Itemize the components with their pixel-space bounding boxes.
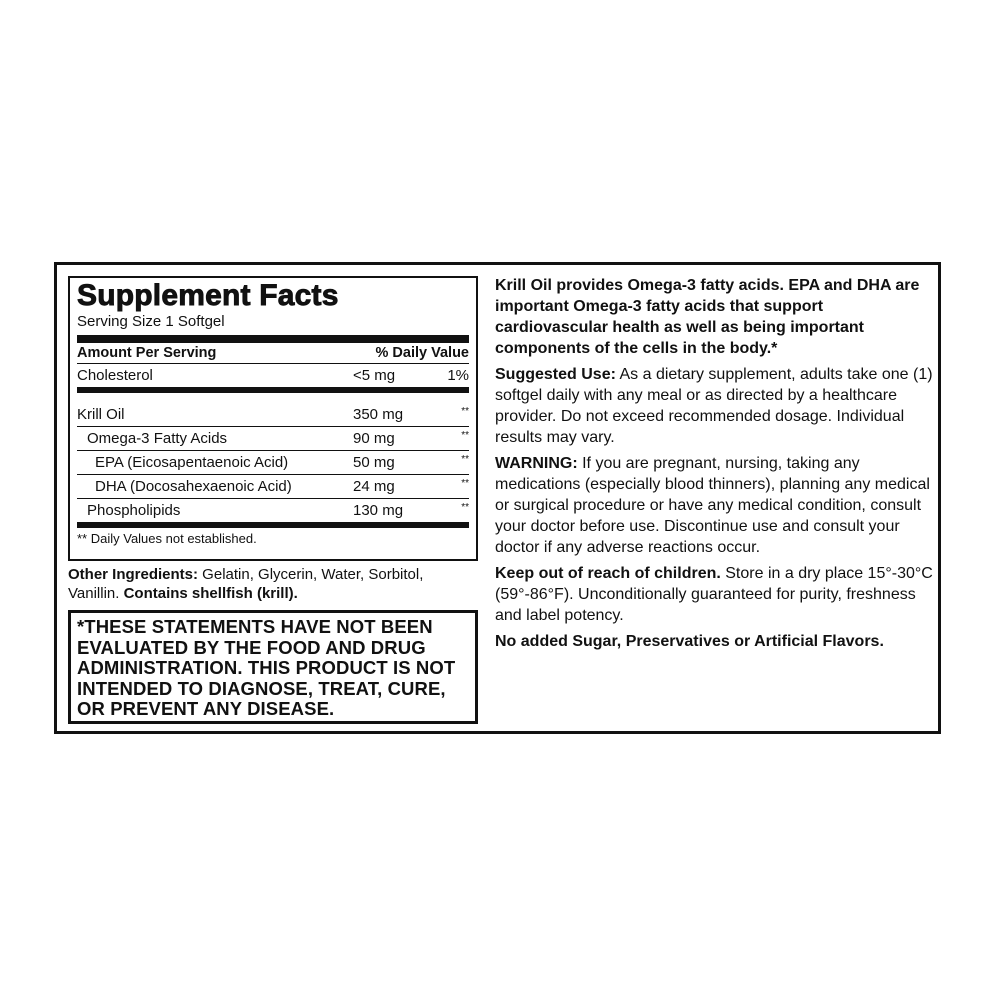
nutrient-daily-value: 1% bbox=[447, 367, 469, 384]
nutrient-amount: 130 mg bbox=[353, 502, 404, 519]
nutrient-name: Omega-3 Fatty Acids bbox=[87, 430, 228, 447]
nutrient-amount: 350 mg bbox=[353, 406, 404, 423]
nutrient-name: Cholesterol bbox=[77, 367, 153, 384]
nutrient-name: Phospholipids bbox=[87, 502, 181, 519]
intro-text: Krill Oil provides Omega-3 fatty acids. EPA and DHA are important Omega-3 fatty acids that support cardiovascular health as well as being important components of the cells in the body.* bbox=[495, 277, 920, 357]
facts-header-row bbox=[77, 343, 469, 364]
serving-size: Serving Size 1 Softgel bbox=[77, 313, 225, 330]
storage-paragraph bbox=[495, 563, 935, 626]
nutrient-row bbox=[77, 475, 469, 499]
warning-text: If you are pregnant, nursing, taking any medications (especially blood thinners), planning any medical or surgical procedure or have any medical condition, consult your doctor before use. Discontinue use and consult your doctor if any adverse reactions occur. bbox=[495, 455, 930, 556]
facts-title: Supplement Facts bbox=[77, 279, 339, 312]
suggested-use-paragraph bbox=[495, 364, 935, 448]
storage-text: Store in a dry place 15°-30°C (59°-86°F). Unconditionally guaranteed for purity, freshness and label potency. bbox=[495, 565, 933, 624]
thick-divider bbox=[77, 335, 469, 343]
row-spacer bbox=[77, 393, 469, 403]
suggested-use-label: Suggested Use: bbox=[495, 366, 616, 383]
nutrient-daily-value: ** bbox=[461, 502, 469, 513]
nutrient-daily-value: ** bbox=[461, 430, 469, 441]
nutrient-name: Krill Oil bbox=[77, 406, 125, 423]
other-ingredients bbox=[68, 565, 478, 603]
nutrient-amount: <5 mg bbox=[353, 367, 396, 384]
nutrient-name: EPA (Eicosapentaenoic Acid) bbox=[95, 454, 289, 471]
label-directions-column bbox=[495, 275, 935, 657]
intro-paragraph bbox=[495, 275, 935, 359]
nutrient-amount: 50 mg bbox=[353, 454, 395, 471]
nutrient-row bbox=[77, 451, 469, 475]
nutrient-row bbox=[77, 499, 469, 522]
nutrient-row bbox=[77, 427, 469, 451]
nutrient-amount: 24 mg bbox=[353, 478, 395, 495]
nutrient-row bbox=[77, 364, 469, 387]
no-added-paragraph bbox=[495, 631, 935, 652]
nutrient-daily-value: ** bbox=[461, 454, 469, 465]
no-added-text: No added Sugar, Preservatives or Artificial Flavors. bbox=[495, 633, 884, 650]
daily-value-header: % Daily Value bbox=[375, 345, 469, 361]
suggested-use-text: As a dietary supplement, adults take one (1) softgel daily with any meal or as directed by a healthcare provider. Do not exceed recommended dosage. Individual results may vary. bbox=[495, 366, 933, 446]
nutrient-row bbox=[77, 403, 469, 427]
warning-label: WARNING: bbox=[495, 455, 578, 472]
amount-per-serving-header: Amount Per Serving bbox=[77, 345, 217, 361]
warning-paragraph bbox=[495, 453, 935, 558]
daily-values-footnote: ** Daily Values not established. bbox=[77, 531, 257, 546]
other-ingredients-label: Other Ingredients: bbox=[68, 566, 199, 583]
nutrient-amount: 90 mg bbox=[353, 430, 395, 447]
supplement-label bbox=[54, 262, 941, 734]
nutrient-daily-value: ** bbox=[461, 478, 469, 489]
nutrient-daily-value: ** bbox=[461, 406, 469, 417]
nutrient-name: DHA (Docosahexaenoic Acid) bbox=[95, 478, 292, 495]
keep-out-label: Keep out of reach of children. bbox=[495, 565, 721, 582]
other-ingredients-text: Gelatin, Glycerin, Water, Sorbitol, Vanillin. bbox=[68, 566, 424, 602]
allergen-statement: Contains shellfish (krill). bbox=[123, 585, 298, 602]
fda-disclaimer: *THESE STATEMENTS HAVE NOT BEEN EVALUATED BY THE FOOD AND DRUG ADMINISTRATION. THIS PRODUCT IS NOT INTENDED TO DIAGNOSE, TREAT, CURE, OR PREVENT ANY DISEASE. bbox=[68, 610, 478, 724]
supplement-facts-panel bbox=[68, 276, 478, 561]
